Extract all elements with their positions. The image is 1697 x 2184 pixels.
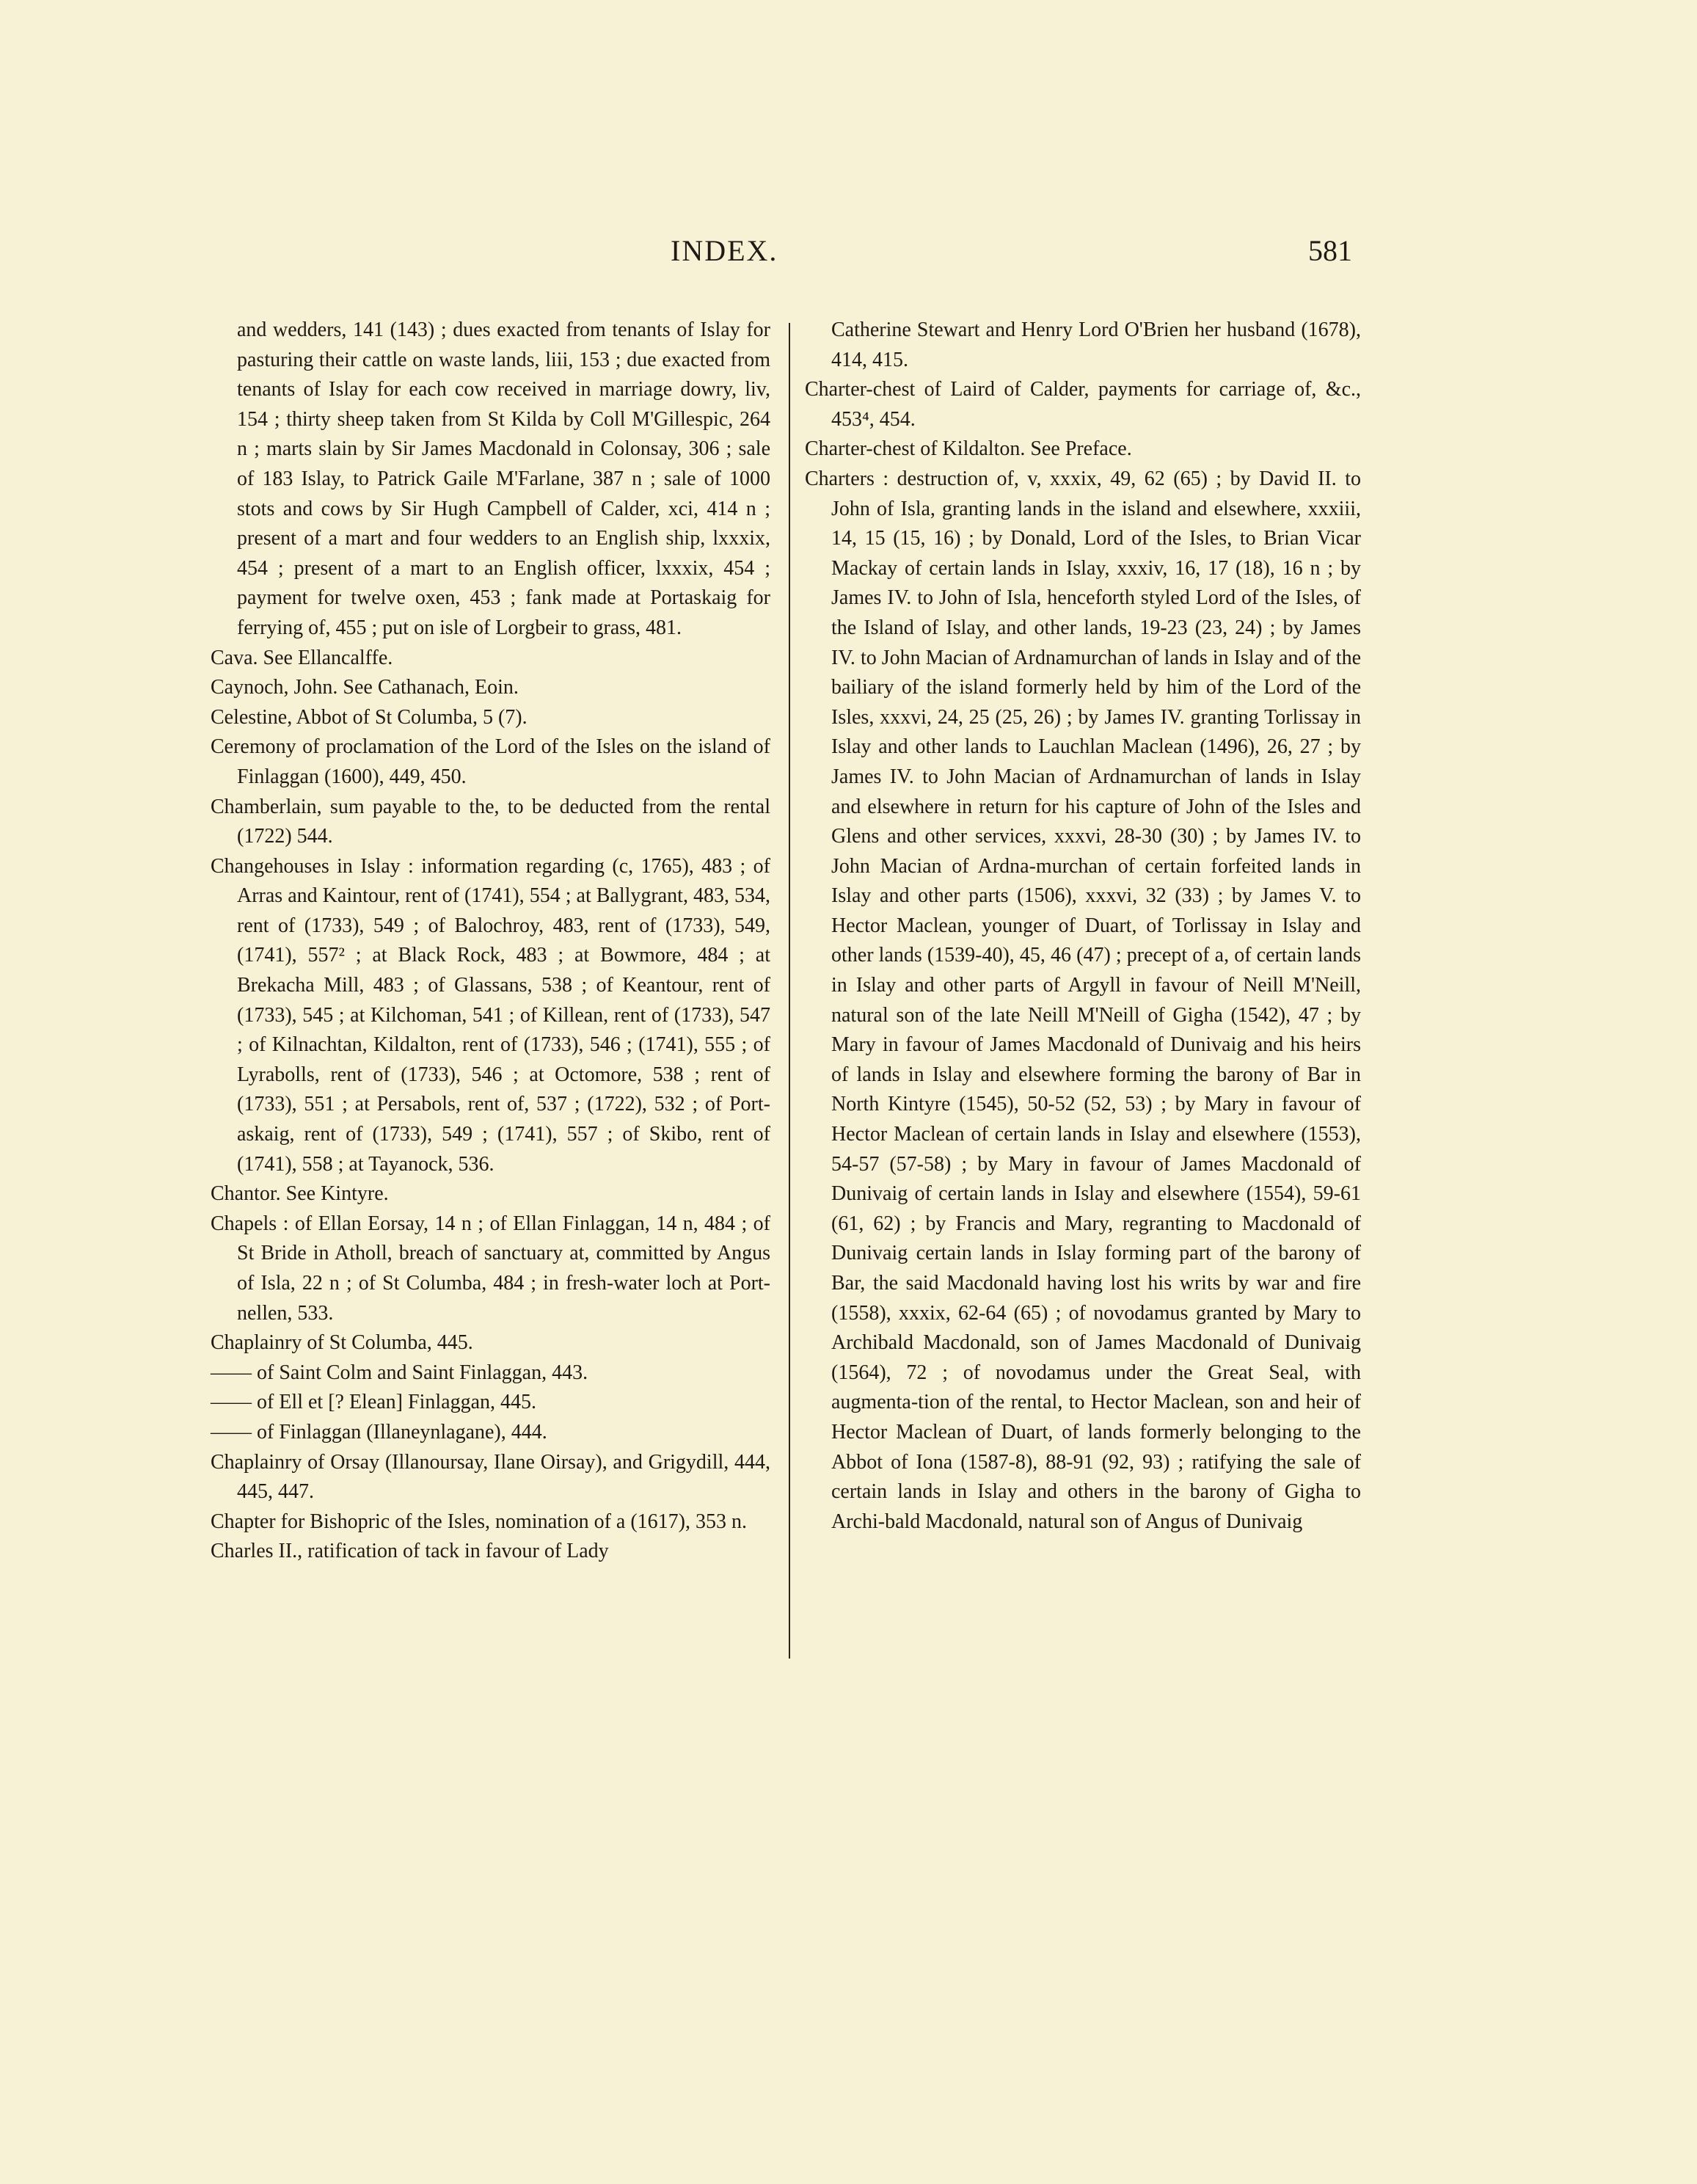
index-entry: Charter-chest of Laird of Calder, payments for carriage of, &c., 453⁴, 454. [805,378,1361,431]
page-number: 581 [1308,234,1352,267]
running-head [671,233,1352,277]
index-entry: Charters : destruction of, v, xxxix, 49, 62 (65) ; by David II. to John of Isla, granting lands in the island and elsewhere, xxxiii, 14, 15 (15, 16) ; by Donald, Lord of the Isles, to Brian Vicar Mackay of certain lands in Islay, xxxiv, 16, 17 (18), 16 n ; by James IV. to John of Isla, henceforth styled Lord of the Isles, of the Island of Islay, and other lands, 19-23 (23, 24) ; by James IV. to John Macian of Ardnamurchan of lands in Islay and of the bailiary of the island formerly held by him of the Lord of the Isles, xxxvi, 24, 25 (25, 26) ; by James IV. granting Torlissay in Islay and other lands to Lauchlan Maclean (1496), 26, 27 ; by James IV. to John Macian of Ardnamurchan of lands in Islay and elsewhere in return for his capture of John of the Isles and Glens and other services, xxxvi, 28-30 (30) ; by James IV. to John Macian of Ardna-murchan of certain forfeited lands in Islay and other parts (1506), xxxvi, 32 (33) ; by James V. to Hector Maclean, younger of Duart, of Torlissay in Islay and other lands (1539-40), 45, 46 (47) ; precept of a, of certain lands in Islay and other parts of Argyll in favour of Neill M'Neill, natural son of the late Neill M'Neill of Gigha (1542), 47 ; by Mary in favour of James Macdonald of Dunivaig and his heirs of lands in Islay and elsewhere forming the barony of Bar in North Kintyre (1545), 50-52 (52, 53) ; by Mary in favour of Hector Maclean of certain lands in Islay and elsewhere (1553), 54-57 (57-58) ; by Mary in favour of James Macdonald of Dunivaig of certain lands in Islay and elsewhere (1554), 59-61 (61, 62) ; by Francis and Mary, regranting to Macdonald of Dunivaig certain lands in Islay forming part of the barony of Bar, the said Macdonald having lost his writs by war and fire (1558), xxxix, 62-64 (65) ; of novodamus granted by Mary to Archibald Macdonald, son of James Macdonald of Dunivaig (1564), 72 ; of novodamus under the Great Seal, with augmenta-tion of the rental, to Hector Maclean, son and heir of Hector Maclean of Duart, of lands formerly belonging to the Abbot of Iona (1587-8), 88-91 (92, 93) ; ratifying the sale of certain lands in Islay and others in the barony of Gigha to Archi-bald Macdonald, natural son of Angus of Dunivaig [805,467,1361,1533]
index-entry: Chaplainry of St Columba, 445. [211,1331,473,1355]
index-entry: Charter-chest of Kildalton. See Preface. [805,437,1132,461]
index-entry: —— of Saint Colm and Saint Finlaggan, 443. [211,1361,588,1384]
index-entry: Chamberlain, sum payable to the, to be deducted from the rental (1722) 544. [211,795,770,848]
index-entry: Chapels : of Ellan Eorsay, 14 n ; of Ellan Finlaggan, 14 n, 484 ; of St Bride in Atholl, breach of sanctuary at, committed by Angus of Isla, 22 n ; of St Columba, 484 ; in fresh-water loch at Port-nellen, 533. [211,1212,770,1325]
column-divider [789,323,790,1659]
index-entry: Ceremony of proclamation of the Lord of the Isles on the island of Finlaggan (1600), 449, 450. [211,735,770,788]
right-column [805,316,1361,1537]
index-entry: Celestine, Abbot of St Columba, 5 (7). [211,705,528,729]
index-entry: Chaplainry of Orsay (Illanoursay, Ilane Oirsay), and Grigydill, 444, 445, 447. [211,1450,770,1504]
index-entry: and wedders, 141 (143) ; dues exacted from tenants of Islay for pasturing their cattle on waste lands, liii, 153 ; due exacted from tenants of Islay for each cow received in marriage dowry, liv, 154 ; thirty sheep taken from St Kilda by Coll M'Gillespic, 264 n ; marts slain by Sir James Macdonald in Colonsay, 306 ; sale of 183 Islay, to Patrick Gaile M'Farlane, 387 n ; sale of 1000 stots and cows by Sir Hugh Campbell of Calder, xci, 414 n ; present of a mart and four wedders to an English ship, lxxxix, 454 ; present of a mart to an English officer, lxxxix, 454 ; payment for twelve oxen, 453 ; fank made at Portaskaig for ferrying of, 455 ; put on isle of Lorgbeir to grass, 481. [237,318,770,639]
index-entry: Charles II., ratification of tack in favour of Lady [211,1540,609,1563]
index-entry: Cava. See Ellancalffe. [211,646,393,669]
index-entry: Chantor. See Kintyre. [211,1182,389,1206]
left-column [211,316,770,1567]
index-entry: —— of Ell et [? Elean] Finlaggan, 445. [211,1391,536,1414]
index-entry: Catherine Stewart and Henry Lord O'Brien her husband (1678), 414, 415. [831,318,1361,371]
index-entry: Changehouses in Islay : information regarding (c, 1765), 483 ; of Arras and Kaintour, rent of (1741), 554 ; at Ballygrant, 483, 534, rent of (1733), 549 ; of Balochroy, 483, rent of (1733), 549, (1741), 557² ; at Black Rock, 483 ; at Bowmore, 484 ; at Brekacha Mill, 483 ; of Glassans, 538 ; of Keantour, rent of (1733), 545 ; at Kilchoman, 541 ; of Killean, rent of (1733), 547 ; of Kilnachtan, Kildalton, rent of (1733), 546 ; (1741), 555 ; of Lyrabolls, rent of (1733), 546 ; at Octomore, 538 ; rent of (1733), 551 ; at Persabols, rent of, 537 ; (1722), 532 ; of Port-askaig, rent of (1733), 549 ; (1741), 557 ; of Skibo, rent of (1741), 558 ; at Tayanock, 536. [211,854,770,1176]
index-entry: Caynoch, John. See Cathanach, Eoin. [211,676,519,699]
page-title: INDEX. [671,234,778,267]
index-entry: Chapter for Bishopric of the Isles, nomination of a (1617), 353 n. [211,1510,747,1533]
index-entry: —— of Finlaggan (Illaneynlagane), 444. [211,1420,547,1444]
